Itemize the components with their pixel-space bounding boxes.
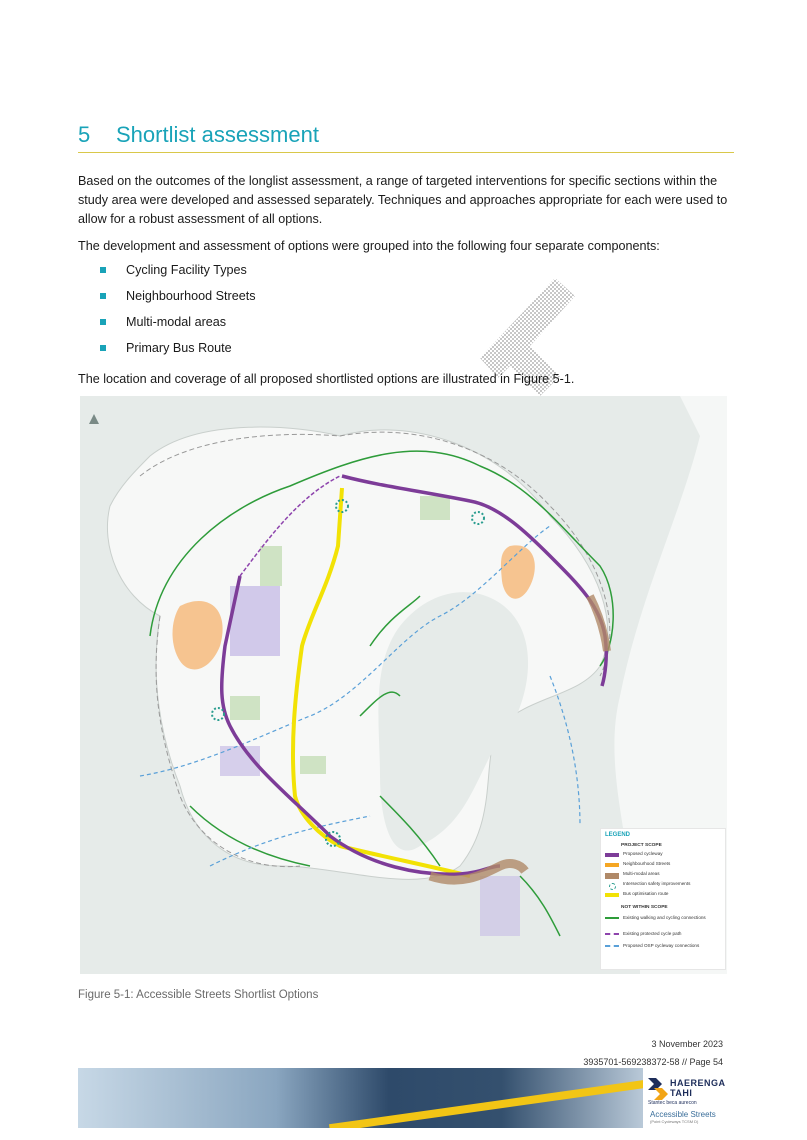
logo-line-2: TAHI xyxy=(670,1088,693,1098)
legend-item-bus-optimisation: Bus optimisation route xyxy=(605,891,723,900)
component-list xyxy=(100,260,256,364)
legend-title: LEGEND xyxy=(605,832,631,838)
legend-item-existing-protected-path: Existing protected cycle path xyxy=(605,931,723,940)
document-date: 3 November 2023 xyxy=(651,1039,723,1049)
legend-item-intersection-safety: Intersection safety improvements xyxy=(605,881,723,890)
list-item: Cycling Facility Types xyxy=(100,260,256,286)
list-item: Primary Bus Route xyxy=(100,338,256,364)
list-item: Neighbourhood Streets xyxy=(100,286,256,312)
intro-paragraph: Based on the outcomes of the longlist assessment, a range of targeted interventions for specific sections within the study area were developed and assessed separately. Techniques and approaches appropriate for each were used to allow for a robust assessment of all options. xyxy=(78,174,728,226)
section-number: 5 xyxy=(78,122,91,147)
logo-line-1: HAERENGA xyxy=(670,1078,726,1088)
legend-item-proposed-cycleway: Proposed cycleway xyxy=(605,851,723,860)
banner-stripe xyxy=(329,1080,643,1128)
legend-not-within-scope-heading: NOT WITHIN SCOPE xyxy=(621,905,668,910)
list-item: Multi-modal areas xyxy=(100,312,256,338)
chevron-logo-icon xyxy=(648,1078,668,1100)
haerenga-tahi-logo xyxy=(648,1076,734,1126)
legend-item-proposed-osp: Proposed OSP cycleway connections xyxy=(605,943,723,952)
program-subtitle: (Point Cycleways TCSM D) xyxy=(650,1119,699,1124)
bullet-square-icon xyxy=(100,293,106,299)
map-legend xyxy=(600,828,726,970)
legend-item-neighbourhood-streets: Neighbourhood Streets xyxy=(605,861,723,870)
figure-caption: Figure 5-1: Accessible Streets Shortlist Options xyxy=(78,989,319,1001)
legend-project-scope-heading: PROJECT SCOPE xyxy=(621,843,662,848)
footer-band xyxy=(78,1068,734,1128)
section-title: Shortlist assessment xyxy=(116,122,319,147)
bullet-square-icon xyxy=(100,267,106,273)
footer-banner-image xyxy=(78,1068,643,1128)
program-name: Accessible Streets xyxy=(650,1110,716,1119)
legend-item-existing-walking-cycling: Existing walking and cycling connections xyxy=(605,915,723,924)
location-paragraph: The location and coverage of all proposed shortlisted options are illustrated in Figure 5-1. xyxy=(78,372,575,386)
bullet-square-icon xyxy=(100,319,106,325)
page-reference: 3935701-569238372-58 // Page 54 xyxy=(583,1057,723,1067)
legend-item-multi-modal-areas: Multi-modal areas xyxy=(605,871,723,880)
bullet-square-icon xyxy=(100,345,106,351)
partner-logos: Stantec beca aurecon xyxy=(648,1100,697,1106)
shortlist-options-map xyxy=(80,396,727,974)
section-heading xyxy=(78,122,734,153)
components-intro-paragraph: The development and assessment of options were grouped into the following four separate components: xyxy=(78,239,660,253)
